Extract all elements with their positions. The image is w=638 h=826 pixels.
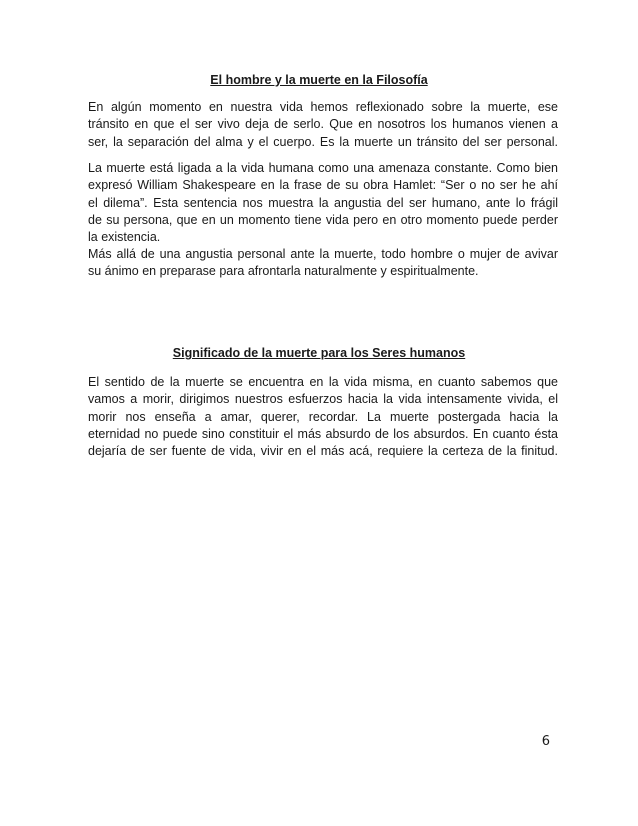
paragraph-4 [88, 374, 558, 460]
paragraph-line: dejaría de ser fuente de vida, vivir en el más acá, requiere la certeza de la finitud. [88, 444, 558, 459]
paragraph-line: la existencia. [88, 230, 161, 245]
paragraph-line: eternidad no puede sino constituir el más absurdo de los absurdos. En cuanto ésta [88, 426, 558, 441]
paragraph-line: el dilema”. Esta sentencia nos muestra la angustia del ser humano, ante lo frágil [88, 195, 558, 210]
paragraph-3 [88, 246, 558, 281]
paragraph-2 [88, 160, 558, 246]
paragraph-line: morir nos enseña a amar, querer, recordar. La muerte postergada hacia la [88, 409, 558, 424]
paragraph-line: vamos a morir, dirigimos nuestros esfuerzos hacia la vida intensamente vivida, el [88, 392, 558, 407]
paragraph-line: su ánimo en preparase para afrontarla naturalmente y espiritualmente. [88, 264, 479, 279]
paragraph-line: expresó William Shakespeare en la frase de su obra Hamlet: “Ser o no ser he ahí [88, 178, 558, 193]
paragraph-line: ser, la separación del alma y el cuerpo. Es la muerte un tránsito del ser personal. [88, 134, 558, 149]
paragraph-line: En algún momento en nuestra vida hemos reflexionado sobre la muerte, ese [88, 100, 558, 114]
paragraph-1 [88, 99, 558, 151]
paragraph-line: de su persona, que en un momento tiene vida pero en otro momento puede perder [88, 212, 558, 227]
paragraph-line: La muerte está ligada a la vida humana como una amenaza constante. Como bien [88, 161, 558, 175]
page-number: 6 [541, 734, 550, 749]
section-heading-filosofia: El hombre y la muerte en la Filosofía [210, 73, 428, 87]
paragraph-line: tránsito en que el ser vivo deja de serlo. Que en nosotros los humanos vienen a [88, 117, 558, 132]
section-heading-significado: Significado de la muerte para los Seres humanos [172, 346, 466, 360]
paragraph-line: El sentido de la muerte se encuentra en la vida misma, en cuanto sabemos que [88, 375, 558, 389]
paragraph-line: Más allá de una angustia personal ante la muerte, todo hombre o mujer de avivar [88, 247, 558, 261]
